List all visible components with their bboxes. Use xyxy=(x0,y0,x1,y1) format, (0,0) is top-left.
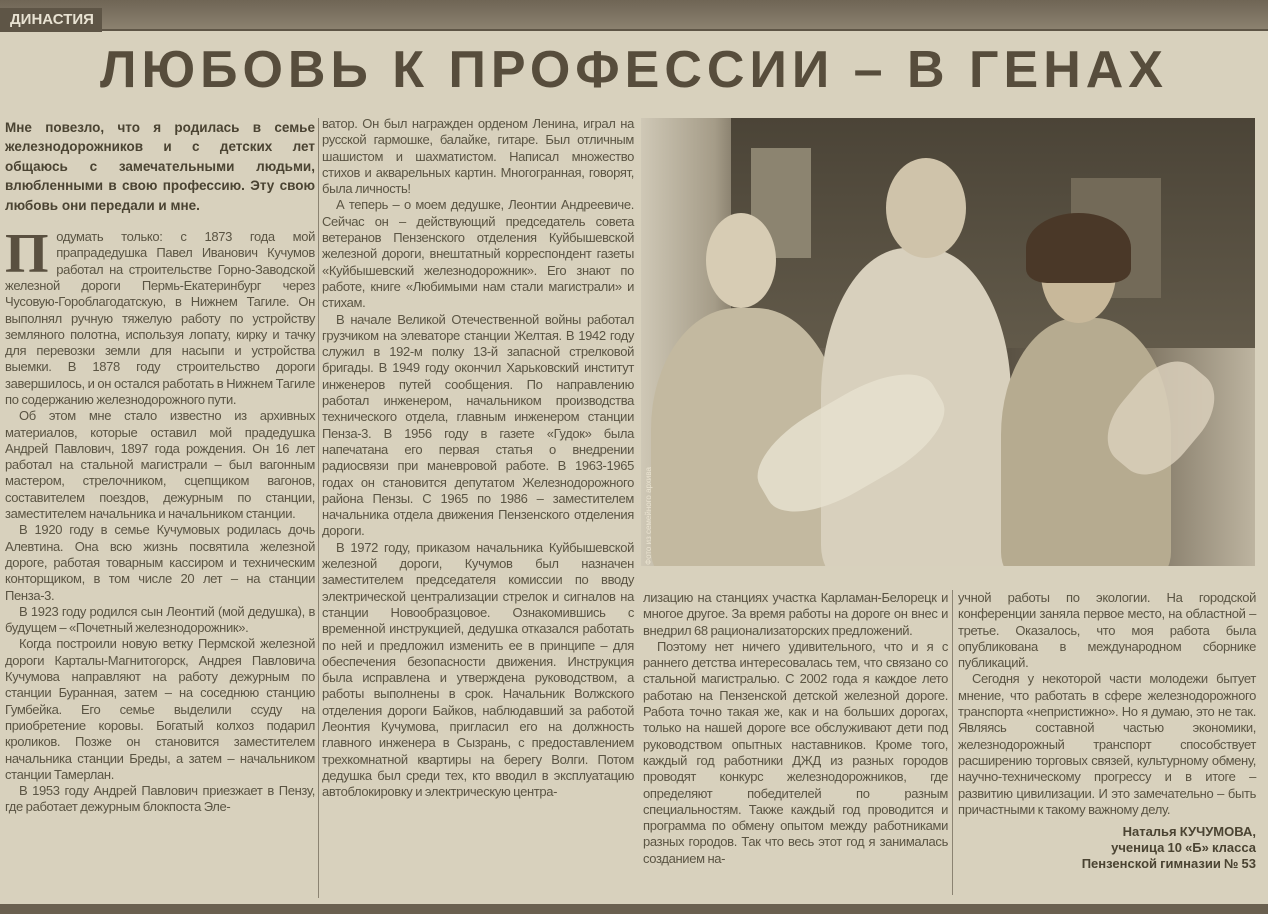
column-4 xyxy=(958,590,1256,872)
author-school: Пензенской гимназии № 53 xyxy=(1081,856,1256,872)
bottom-band xyxy=(0,904,1268,914)
paragraph: В начале Великой Отечественной войны работал грузчиком на элеваторе станции Желтая. В 1942 году служил в 192-м полку 13-й запасной стрелковой бригады. В 1949 году окончил Харьковский институт инженеров путей сообщения. По направлению работал инженером, начальником производства технического отдела, главным инженером станции Пенза-3. В 1956 году в газете «Гудок» была напечатана его первая статья о внедрении радиосвязи при маневровой работе. В 1963-1965 годах он становится депутатом Железнодорожного района Пензы. С 1965 по 1986 – заместителем начальника отдела движения Пензенского отделения дороги. xyxy=(322,311,634,539)
paragraph: В 1972 году, приказом начальника Куйбышевской железной дороги, Кучумов был назначен заместителем председателя комиссии по вводу электрической централизации стрелок и сигналов на станции Новообразцовое. Ознакомившись с временной инструкцией, дедушка отказался работать по ней и предложил изменить ее в принципе – для обеспечения безопасности движения. Инструкция была исправлена и утверждена руководством, а работы выполнены в срок. Начальник Волжского отделения дороги Байков, наблюдавший за работой Леонтия Кучумова, пригласил его на должность главного инженера в Сызрань, с предоставлением трехкомнатной квартиры на берегу Волги. Потом дедушка был среди тех, кто вводил в эксплуатацию автоблокировку и электрическую центра- xyxy=(322,539,634,800)
author-role: ученица 10 «Б» класса xyxy=(1111,840,1256,856)
paragraph: Об этом мне стало известно из архивных материалов, которые оставил мой прадедушка Андрей Павлович, 1897 года рождения. Он 16 лет работал на стальной магистрали – был вагонным мастером, стрелочником, сцепщиком вагонов, составителем поездов, дежурным по станции, заместителем начальника и начальником станции. xyxy=(5,408,315,522)
paragraph: В 1920 году в семье Кучумовых родилась дочь Алевтина. Она всю жизнь посвятила железной дороге, работая товарным кассиром и техническим конторщиком, в том числе 20 лет – на станции Пенза-3. xyxy=(5,522,315,603)
paragraph: В 1953 году Андрей Павлович приезжает в Пензу, где работает дежурным блокпоста Эле- xyxy=(5,783,315,815)
family-photo xyxy=(641,118,1255,566)
lead-paragraph: Мне повезло, что я родилась в семье железнодорожников и с детских лет общаюсь с замечательными людьми, влюбленными в свою профессию. Эту свою любовь они передали и мне. xyxy=(5,120,315,213)
hair xyxy=(1026,213,1131,283)
paragraph: Сегодня у некоторой части молодежи бытует мнение, что работать в сфере железнодорожного транспорта «непристижно». Но я думаю, это не так. Являясь составной частью экономики, железнодорожный транспорт способствует расширению торговых связей, культурному обмену, научно-техническому прогрессу и в итоге – развитию цивилизации. И это замечательно – быть причастными к такому важному делу. xyxy=(958,671,1256,817)
paragraph: Когда построили новую ветку Пермской железной дороги Карталы-Магнитогорск, Андрея Павловича Кучумова направляют на работу дежурным по станции Буранная, затем – на соседнюю станцию Гумбейка. Его семье выделили ссуду на приобретение коровы. Богатый колхоз подарил кроликов. Позже он становится заместителем начальника станции Бреды, а затем – начальником станции Тамерлан. xyxy=(5,636,315,782)
column-1 xyxy=(5,118,315,816)
drop-cap: П xyxy=(5,223,49,286)
column-2 xyxy=(322,116,634,800)
photo-credit: Фото из семейного архива xyxy=(644,467,653,565)
top-band xyxy=(0,0,1268,30)
paragraph: учной работы по экологии. На городской конференции заняла первое место, на областной – третье. Оказалось, что моя работа была опубликована в международном сборнике публикаций. xyxy=(958,590,1256,671)
rubric-rule xyxy=(102,29,1268,31)
column-3 xyxy=(643,590,948,867)
paragraph: лизацию на станциях участка Карламан-Белорецк и многое другое. За время работы на дороге он внес и внедрил 68 рационализаторских предложений. xyxy=(643,590,948,638)
person-head xyxy=(886,158,966,258)
person-head xyxy=(706,213,776,308)
paragraph: одумать только: с 1873 года мой прапрадедушка Павел Иванович Кучумов работал на строительстве Горно-Заводской железной дороги Пермь-Екатеринбург через Чусовую-Гороблагодатскую, в Нижнем Тагиле. Он выполнял ручную тяжелую работу по устройству земляного полотна, используя лопату, кирку и тачку для перевозки земли для насыпи и устройства выемки. В 1878 году строительство дороги завершилось, и он остался работать в Нижнем Тагиле по содержанию железнодорожного пути. xyxy=(5,229,315,407)
column-rule xyxy=(318,118,319,898)
paragraph: А теперь – о моем дедушке, Леонтии Андреевиче. Сейчас он – действующий председатель совета ветеранов Пензенского отделения Куйбышевской железной дороги, внештатный корреспондент газеты «Куйбышевский железнодорожник». Его знают по работе, книге «Любимыми нам стали магистрали» и стихам. xyxy=(322,197,634,311)
rubric-label: ДИНАСТИЯ xyxy=(0,8,102,32)
paragraph: В 1923 году родился сын Леонтий (мой дедушка), в будущем – «Почетный железнодорожник». xyxy=(5,603,315,636)
author-name: Наталья КУЧУМОВА, xyxy=(1122,824,1256,840)
paragraph: ватор. Он был награжден орденом Ленина, играл на русской гармошке, балайке, гитаре. Был отличным шашистом и шахматистом. Написал множество стихов и акварельных картин. Многогранная, говорят, была личность! xyxy=(322,116,634,197)
column-rule xyxy=(952,590,953,895)
author-signature xyxy=(958,824,1256,872)
headline: ЛЮБОВЬ К ПРОФЕССИИ – В ГЕНАХ xyxy=(99,41,1168,99)
paragraph: Поэтому нет ничего удивительного, что и я с раннего детства интересовалась тем, что связано со стальной магистралью. С 2002 года я каждое лето работаю на Пензенской детской железной дороге. Работа точно такая же, как и на больших дорогах, только на нашей дороге все обслуживают дети под руководством опытных наставников. Кроме того, каждый год работники ДЖД из разных городов проводят конкурс железнодорожников, где определяют победителей по разным специальностям. Также каждый год проводится и программа по обмену опытом между работниками разных городов. Так что весь этот год я занималась созданием на- xyxy=(643,638,948,866)
